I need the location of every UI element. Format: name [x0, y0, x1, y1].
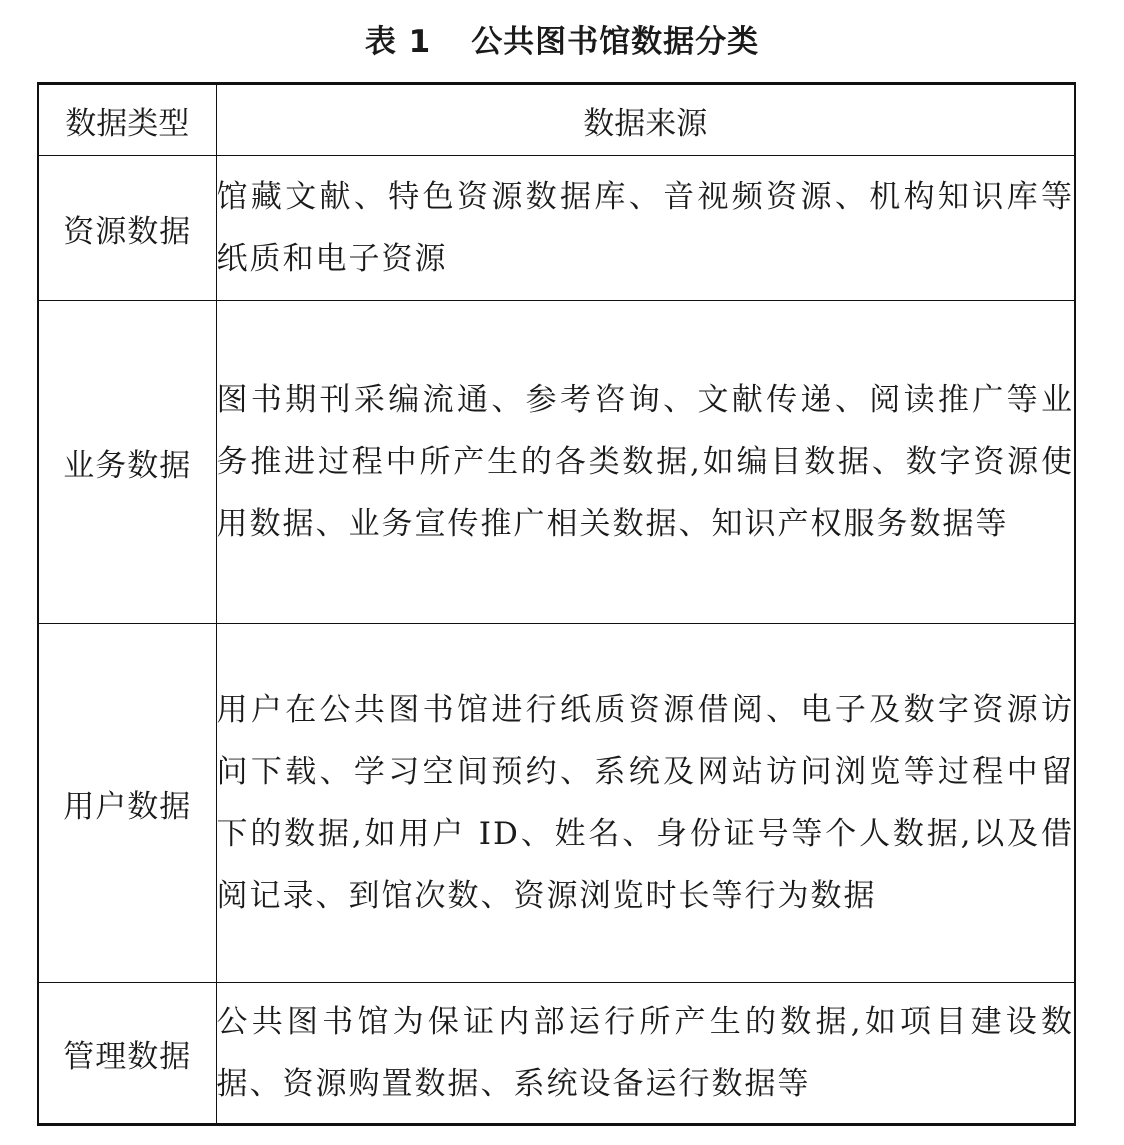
row-source-cell: 图书期刊采编流通、参考咨询、文献传递、阅读推广等业务推进过程中所产生的各类数据,如编目数据、数字资源使用数据、业务宣传推广相关数据、知识产权服务数据等	[216, 301, 1075, 624]
table-row	[38, 624, 1075, 983]
row-type-cell: 用户数据	[38, 624, 216, 983]
table-caption	[0, 14, 1124, 62]
row-type-cell: 业务数据	[38, 301, 216, 624]
table-row	[38, 156, 1075, 301]
row-source-cell: 公共图书馆为保证内部运行所产生的数据,如项目建设数据、资源购置数据、系统设备运行数据等	[216, 983, 1075, 1125]
row-source-cell: 用户在公共图书馆进行纸质资源借阅、电子及数字资源访问下载、学习空间预约、系统及网站访问浏览等过程中留下的数据,如用户 ID、姓名、身份证号等个人数据,以及借阅记录、到馆次数、资源浏览时长等行为数据	[216, 624, 1075, 983]
table-row	[38, 983, 1075, 1125]
row-type-cell: 资源数据	[38, 156, 216, 301]
header-data-source: 数据来源	[216, 84, 1075, 156]
row-source-cell: 馆藏文献、特色资源数据库、音视频资源、机构知识库等纸质和电子资源	[216, 156, 1075, 301]
table-header-row	[38, 84, 1075, 156]
table-number: 表 1	[364, 23, 432, 60]
header-data-type: 数据类型	[38, 84, 216, 156]
row-type-cell: 管理数据	[38, 983, 216, 1125]
data-classification-table	[37, 82, 1076, 1126]
table-title: 公共图书馆数据分类	[471, 23, 760, 60]
table-row	[38, 301, 1075, 624]
